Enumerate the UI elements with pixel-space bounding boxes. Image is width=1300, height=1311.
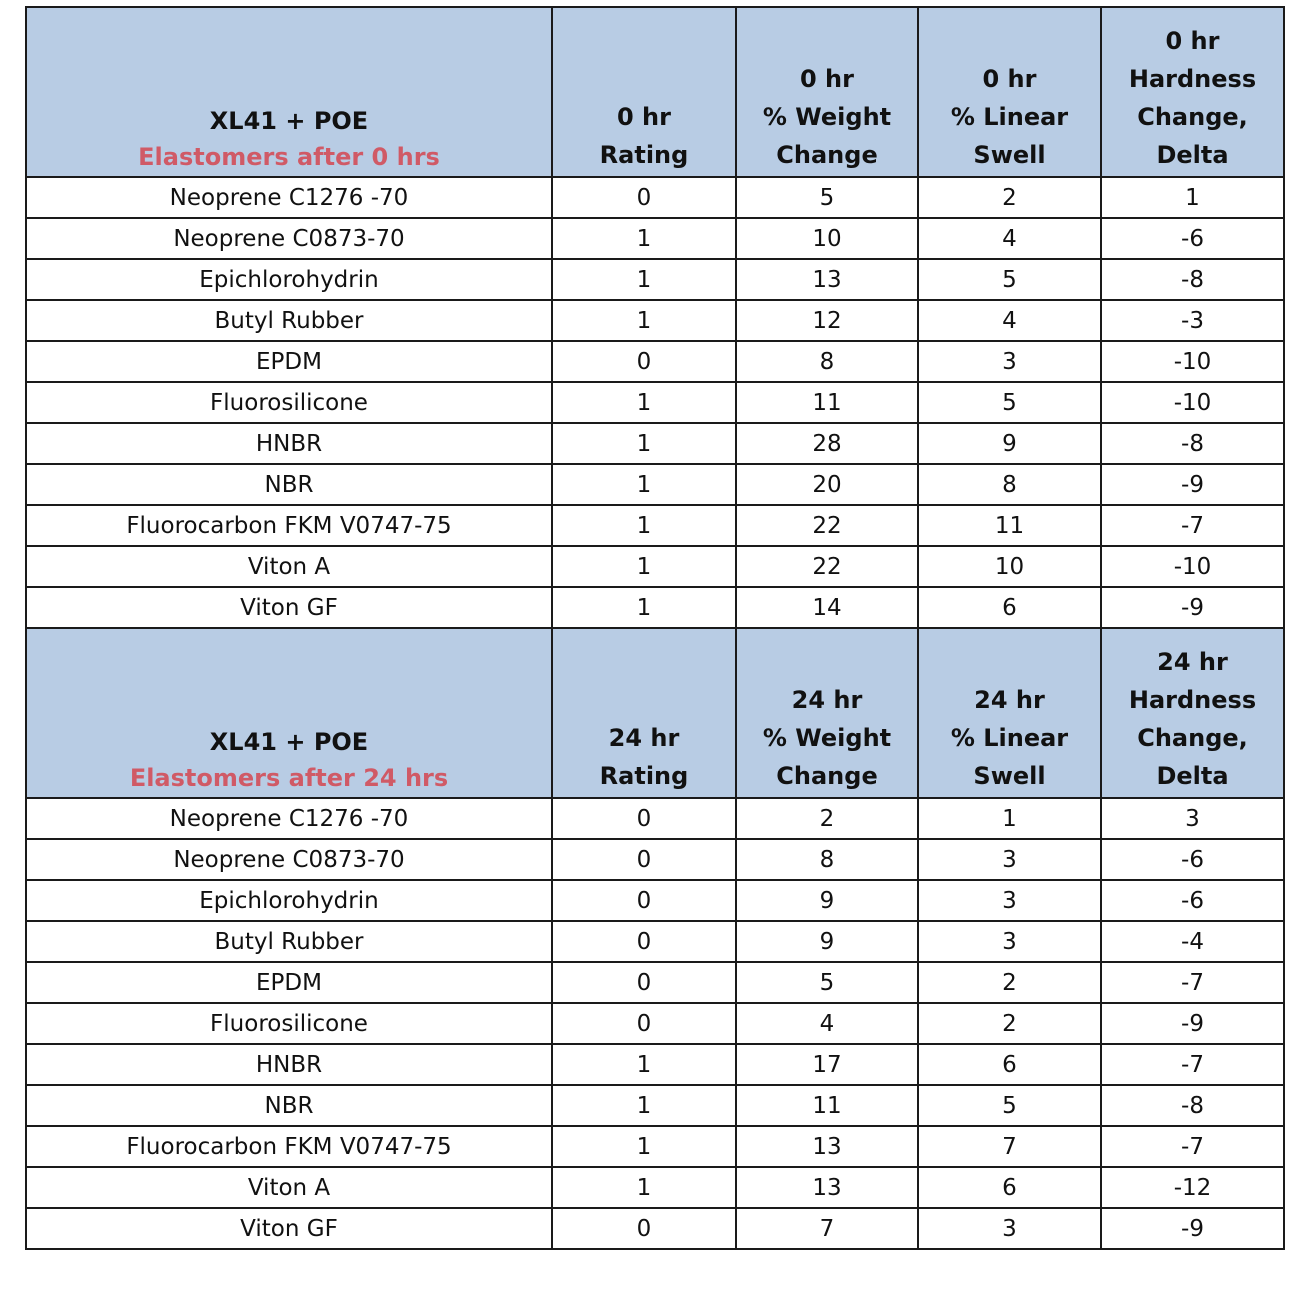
hardness-change-cell: -7: [1101, 505, 1284, 546]
section-subtitle: Elastomers after 0 hrs: [138, 143, 440, 171]
section-title: XL41 + POE: [209, 728, 369, 756]
rating-cell: 1: [552, 423, 736, 464]
hardness-change-cell: -8: [1101, 259, 1284, 300]
material-cell: Viton GF: [26, 1208, 552, 1249]
material-cell: Viton A: [26, 546, 552, 587]
hardness-change-cell: -10: [1101, 382, 1284, 423]
table-row: [26, 423, 1284, 464]
hardness-change-cell: -6: [1101, 218, 1284, 259]
rating-cell: 0: [552, 341, 736, 382]
rating-cell: 1: [552, 587, 736, 628]
linear-swell-cell: 3: [918, 921, 1101, 962]
hardness-change-cell: -10: [1101, 341, 1284, 382]
weight-change-cell: 2: [736, 798, 918, 839]
rating-cell: 0: [552, 880, 736, 921]
weight-change-cell: 17: [736, 1044, 918, 1085]
linear-swell-cell: 11: [918, 505, 1101, 546]
material-cell: EPDM: [26, 341, 552, 382]
table-row: [26, 1003, 1284, 1044]
weight-change-cell: 10: [736, 218, 918, 259]
material-cell: Epichlorohydrin: [26, 880, 552, 921]
linear-swell-cell: 6: [918, 587, 1101, 628]
weight-change-cell: 8: [736, 341, 918, 382]
material-cell: Fluorosilicone: [26, 1003, 552, 1044]
rating-cell: 1: [552, 464, 736, 505]
rating-cell: 1: [552, 218, 736, 259]
linear-swell-cell: 2: [918, 177, 1101, 218]
material-column-header: [26, 628, 552, 798]
header-line: % Linear: [950, 103, 1069, 131]
linear-swell-cell: 4: [918, 218, 1101, 259]
hardness-change-cell: -9: [1101, 587, 1284, 628]
rating-cell: 1: [552, 1085, 736, 1126]
hardness-change-cell: 3: [1101, 798, 1284, 839]
linear-swell-cell: 5: [918, 382, 1101, 423]
linear-swell-cell: 3: [918, 839, 1101, 880]
weight-change-cell: 4: [736, 1003, 918, 1044]
linear-swell-cell: 9: [918, 423, 1101, 464]
hardness-change-cell: -9: [1101, 1208, 1284, 1249]
header-line: Hardness: [1128, 686, 1257, 714]
table-row: [26, 218, 1284, 259]
material-cell: Neoprene C1276 -70: [26, 177, 552, 218]
hardness-change-cell: -9: [1101, 464, 1284, 505]
linear-swell-cell: 4: [918, 300, 1101, 341]
hardness-change-cell: -10: [1101, 546, 1284, 587]
hardness-change-cell: -8: [1101, 1085, 1284, 1126]
rating-cell: 0: [552, 177, 736, 218]
table-row: [26, 341, 1284, 382]
elastomer-compatibility-table: [25, 6, 1285, 1250]
hardness-change-cell: -9: [1101, 1003, 1284, 1044]
linear-swell-cell: 5: [918, 259, 1101, 300]
rating-cell: 1: [552, 505, 736, 546]
weight-change-cell: 20: [736, 464, 918, 505]
table-row: [26, 962, 1284, 1003]
header-line: Swell: [973, 762, 1046, 790]
material-cell: Neoprene C1276 -70: [26, 798, 552, 839]
header-line: Delta: [1156, 762, 1229, 790]
hardness-change-cell: -8: [1101, 423, 1284, 464]
linear-swell-cell: 7: [918, 1126, 1101, 1167]
rating-cell: 1: [552, 546, 736, 587]
material-cell: Fluorocarbon FKM V0747-75: [26, 505, 552, 546]
hardness-change-column-header: [1101, 628, 1284, 798]
table-row: [26, 798, 1284, 839]
rating-column-header: [552, 7, 736, 177]
table-row: [26, 1126, 1284, 1167]
material-cell: Fluorocarbon FKM V0747-75: [26, 1126, 552, 1167]
linear-swell-cell: 10: [918, 546, 1101, 587]
weight-change-cell: 22: [736, 505, 918, 546]
weight-change-cell: 9: [736, 921, 918, 962]
weight-change-cell: 12: [736, 300, 918, 341]
weight-change-cell: 13: [736, 1167, 918, 1208]
weight-change-column-header: [736, 628, 918, 798]
linear-swell-cell: 5: [918, 1085, 1101, 1126]
rating-cell: 1: [552, 1126, 736, 1167]
rating-cell: 1: [552, 1044, 736, 1085]
linear-swell-cell: 2: [918, 1003, 1101, 1044]
weight-change-cell: 13: [736, 259, 918, 300]
header-line: Rating: [599, 141, 689, 169]
linear-swell-cell: 8: [918, 464, 1101, 505]
material-cell: Viton A: [26, 1167, 552, 1208]
material-cell: Neoprene C0873-70: [26, 218, 552, 259]
linear-swell-cell: 6: [918, 1044, 1101, 1085]
material-cell: Viton GF: [26, 587, 552, 628]
header-line: Swell: [973, 141, 1046, 169]
linear-swell-cell: 1: [918, 798, 1101, 839]
header-line: 24 hr: [974, 686, 1045, 714]
table-row: [26, 259, 1284, 300]
hardness-change-cell: -7: [1101, 1044, 1284, 1085]
header-line: 0 hr: [800, 65, 854, 93]
table-row: [26, 177, 1284, 218]
linear-swell-column-header: [918, 7, 1101, 177]
header-line: 0 hr: [982, 65, 1037, 93]
table-row: [26, 505, 1284, 546]
table-row: [26, 1208, 1284, 1249]
material-cell: EPDM: [26, 962, 552, 1003]
rating-column-header: [552, 628, 736, 798]
weight-change-cell: 7: [736, 1208, 918, 1249]
hardness-change-cell: -7: [1101, 962, 1284, 1003]
linear-swell-cell: 3: [918, 1208, 1101, 1249]
header-line: % Linear: [950, 724, 1069, 752]
hardness-change-column-header: [1101, 7, 1284, 177]
header-line: 0 hr: [617, 103, 671, 131]
header-line: 0 hr: [1165, 27, 1220, 55]
header-line: 24 hr: [1157, 648, 1228, 676]
rating-cell: 1: [552, 382, 736, 423]
table-row: [26, 464, 1284, 505]
rating-cell: 1: [552, 259, 736, 300]
linear-swell-cell: 3: [918, 880, 1101, 921]
header-line: Delta: [1156, 141, 1229, 169]
section-subtitle: Elastomers after 24 hrs: [129, 764, 449, 792]
rating-cell: 0: [552, 798, 736, 839]
material-column-header: [26, 7, 552, 177]
rating-cell: 0: [552, 921, 736, 962]
table-row: [26, 587, 1284, 628]
section-title: XL41 + POE: [209, 107, 369, 135]
header-line: Hardness: [1128, 65, 1257, 93]
header-line: % Weight: [762, 724, 892, 752]
weight-change-cell: 28: [736, 423, 918, 464]
material-cell: Fluorosilicone: [26, 382, 552, 423]
weight-change-cell: 9: [736, 880, 918, 921]
header-line: 24 hr: [608, 724, 680, 752]
rating-cell: 0: [552, 1208, 736, 1249]
hardness-change-cell: -6: [1101, 880, 1284, 921]
table-body: [26, 7, 1284, 1249]
rating-cell: 1: [552, 1167, 736, 1208]
header-line: 24 hr: [791, 686, 863, 714]
hardness-change-cell: -7: [1101, 1126, 1284, 1167]
header-line: % Weight: [762, 103, 892, 131]
weight-change-cell: 14: [736, 587, 918, 628]
section-header-row: [26, 7, 1284, 177]
table-row: [26, 839, 1284, 880]
linear-swell-cell: 2: [918, 962, 1101, 1003]
material-cell: Epichlorohydrin: [26, 259, 552, 300]
rating-cell: 0: [552, 962, 736, 1003]
header-line: Rating: [599, 762, 689, 790]
linear-swell-cell: 6: [918, 1167, 1101, 1208]
material-cell: Butyl Rubber: [26, 300, 552, 341]
header-line: Change,: [1137, 724, 1248, 752]
weight-change-cell: 22: [736, 546, 918, 587]
table-row: [26, 1167, 1284, 1208]
hardness-change-cell: -4: [1101, 921, 1284, 962]
weight-change-cell: 11: [736, 1085, 918, 1126]
material-cell: HNBR: [26, 1044, 552, 1085]
material-cell: Butyl Rubber: [26, 921, 552, 962]
header-line: Change: [776, 762, 878, 790]
table-row: [26, 546, 1284, 587]
material-cell: NBR: [26, 1085, 552, 1126]
header-line: Change,: [1137, 103, 1248, 131]
table-row: [26, 880, 1284, 921]
section-header-row: [26, 628, 1284, 798]
weight-change-cell: 13: [736, 1126, 918, 1167]
material-cell: HNBR: [26, 423, 552, 464]
rating-cell: 0: [552, 839, 736, 880]
table-row: [26, 1085, 1284, 1126]
weight-change-cell: 11: [736, 382, 918, 423]
rating-cell: 0: [552, 1003, 736, 1044]
table-row: [26, 921, 1284, 962]
rating-cell: 1: [552, 300, 736, 341]
hardness-change-cell: 1: [1101, 177, 1284, 218]
table-row: [26, 1044, 1284, 1085]
material-cell: Neoprene C0873-70: [26, 839, 552, 880]
weight-change-cell: 5: [736, 962, 918, 1003]
linear-swell-cell: 3: [918, 341, 1101, 382]
header-line: Change: [776, 141, 878, 169]
table-row: [26, 300, 1284, 341]
weight-change-cell: 5: [736, 177, 918, 218]
linear-swell-column-header: [918, 628, 1101, 798]
material-cell: NBR: [26, 464, 552, 505]
table-row: [26, 382, 1284, 423]
weight-change-column-header: [736, 7, 918, 177]
hardness-change-cell: -3: [1101, 300, 1284, 341]
hardness-change-cell: -6: [1101, 839, 1284, 880]
weight-change-cell: 8: [736, 839, 918, 880]
hardness-change-cell: -12: [1101, 1167, 1284, 1208]
